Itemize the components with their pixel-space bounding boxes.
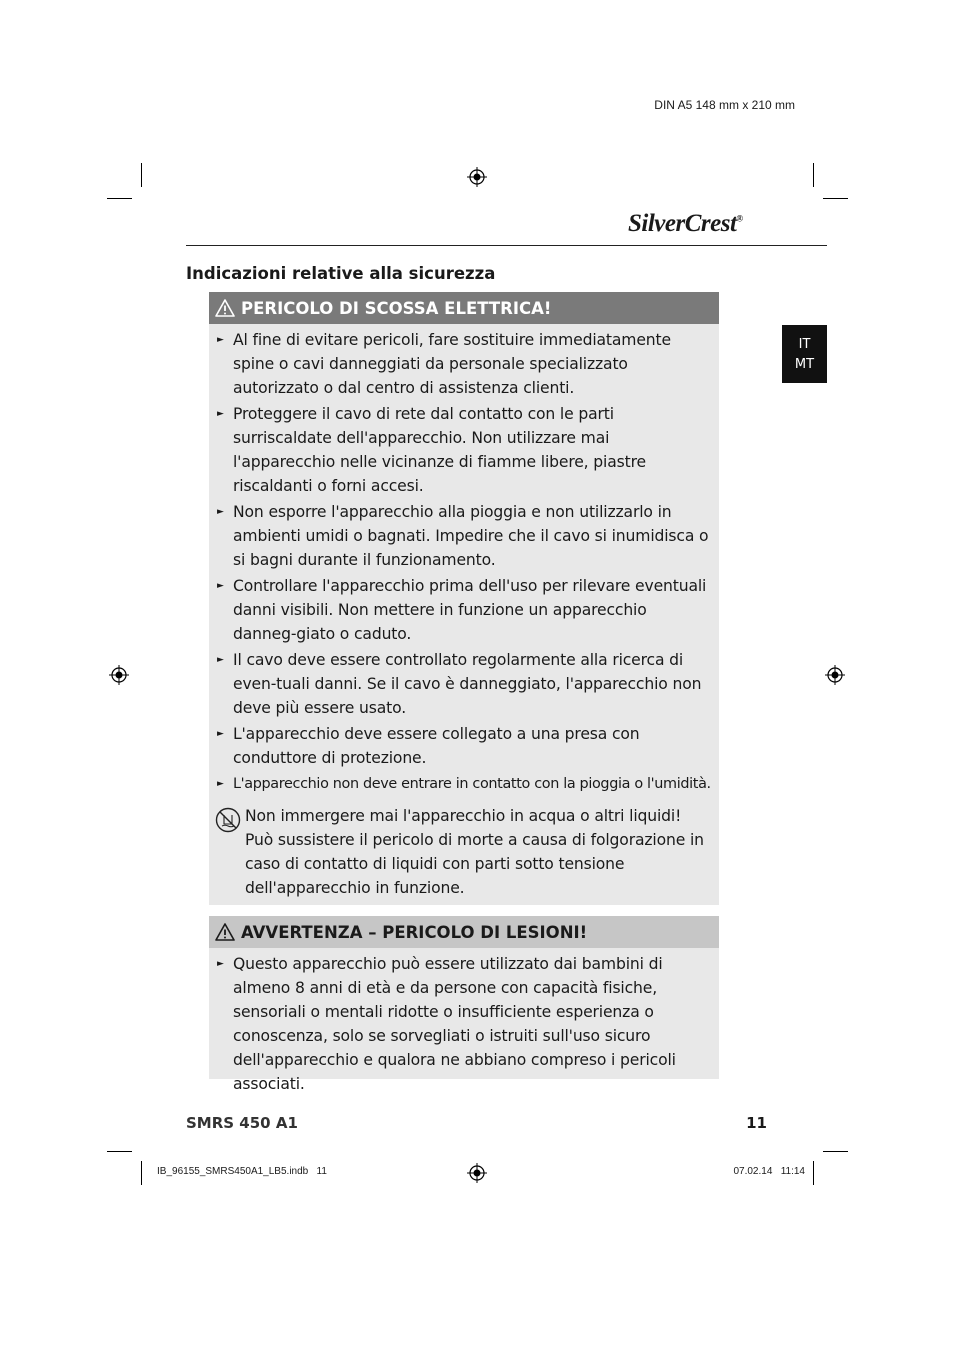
crop-mark-bottom-left-v [141, 1161, 142, 1185]
list-item [215, 402, 713, 498]
arrow-bullet-icon: ► [217, 409, 224, 419]
list-item [215, 574, 713, 646]
registered-mark: ® [736, 213, 743, 224]
list-item [215, 952, 713, 1096]
footer-model: SMRS 450 A1 [186, 1114, 298, 1132]
list-item [215, 772, 713, 796]
list-item [215, 500, 713, 572]
arrow-bullet-icon: ► [217, 507, 224, 517]
list-item-text: L'apparecchio non deve entrare in contatto con la pioggia o l'umidità. [233, 776, 711, 792]
print-slug-file: IB_96155_SMRS450A1_LB5.indb 11 [157, 1166, 327, 1177]
brand-logo [628, 210, 743, 238]
crop-mark-top-left-h [107, 198, 132, 199]
arrow-bullet-icon: ► [217, 729, 224, 739]
language-tab-line-2: MT [794, 357, 815, 372]
immersion-note [215, 804, 710, 900]
language-tab-line-1: IT [798, 337, 811, 352]
registration-mark-icon [109, 665, 129, 685]
arrow-bullet-icon: ► [217, 581, 224, 591]
list-item [215, 648, 713, 720]
arrow-bullet-icon: ► [217, 335, 224, 345]
list-item [215, 328, 713, 400]
warning-box-header [209, 916, 719, 948]
crop-mark-top-left-v [141, 163, 142, 187]
safety-list [209, 948, 719, 1096]
electric-shock-warning-box [209, 292, 719, 905]
crop-mark-bottom-right-v [813, 1161, 814, 1185]
registration-mark-icon [467, 167, 487, 187]
safety-list [209, 324, 719, 796]
section-title: Indicazioni relative alla sicurezza [186, 264, 496, 283]
warning-triangle-icon [215, 299, 235, 317]
list-item [215, 722, 713, 770]
print-slug-date: 07.02.14 11:14 [733, 1166, 805, 1177]
crop-mark-bottom-right-h [823, 1151, 848, 1152]
list-item-text: Proteggere il cavo di rete dal contatto con le parti surriscaldate dell'apparecchio. Non utilizzare mai l'apparecchio nelle vicinanze di fiamme libere, piastre riscaldanti o forni accesi. [233, 405, 646, 495]
list-item-text: Il cavo deve essere controllato regolarmente alla ricerca di even-tuali danni. Se il cavo è danneggiato, l'apparecchio non deve più essere usato. [233, 651, 702, 717]
list-item-text: Questo apparecchio può essere utilizzato dai bambini di almeno 8 anni di età e da persone con capacità fisiche, sensoriali o mentali ridotte o insufficiente esperienza o conoscenza, solo se sorvegliati o istruiti sull'uso sicuro dell'apparecchio e qualora ne abbiano compreso i pericoli associati. [233, 955, 676, 1093]
crop-mark-top-right-h [823, 198, 848, 199]
list-item-text: Controllare l'apparecchio prima dell'uso per rilevare eventuali danni visibili. Non mettere in funzione un apparecchio danneg-giato o caduto. [233, 577, 707, 643]
warning-triangle-icon [215, 923, 235, 941]
list-item-text: Al fine di evitare pericoli, fare sostituire immediatamente spine o cavi danneggiati da personale specializzato autorizzato o dal centro di assistenza clienti. [233, 331, 671, 397]
crop-mark-top-right-v [813, 163, 814, 187]
header-rule [186, 245, 827, 246]
registration-mark-icon [825, 665, 845, 685]
list-item-text: Non esporre l'apparecchio alla pioggia e non utilizzarlo in ambienti umidi o bagnati. Impedire che il cavo si inumidisca o si bagni durante il funzionamento. [233, 503, 709, 569]
arrow-bullet-icon: ► [217, 779, 224, 789]
warning-box-header [209, 292, 719, 324]
arrow-bullet-icon: ► [217, 655, 224, 665]
language-tab [782, 325, 827, 383]
print-format-label: DIN A5 148 mm x 210 mm [654, 98, 795, 112]
brand-logo-text: SilverCrest [628, 210, 737, 237]
arrow-bullet-icon: ► [217, 959, 224, 969]
warning-box-title: PERICOLO DI SCOSSA ELETTRICA! [241, 298, 552, 318]
no-water-immersion-icon [215, 807, 241, 833]
registration-mark-icon [467, 1163, 487, 1183]
page-number: 11 [746, 1114, 767, 1132]
injury-warning-box [209, 916, 719, 1093]
crop-mark-bottom-left-h [107, 1151, 132, 1152]
warning-box-title: AVVERTENZA – PERICOLO DI LESIONI! [241, 922, 588, 942]
list-item-text: L'apparecchio deve essere collegato a una presa con conduttore di protezione. [233, 725, 640, 767]
immersion-note-text: Non immergere mai l'apparecchio in acqua o altri liquidi! Può sussistere il pericolo di morte a causa di folgorazione in caso di contatto di liquidi con parti sotto tensione dell'apparecchio in funzione. [245, 807, 704, 897]
